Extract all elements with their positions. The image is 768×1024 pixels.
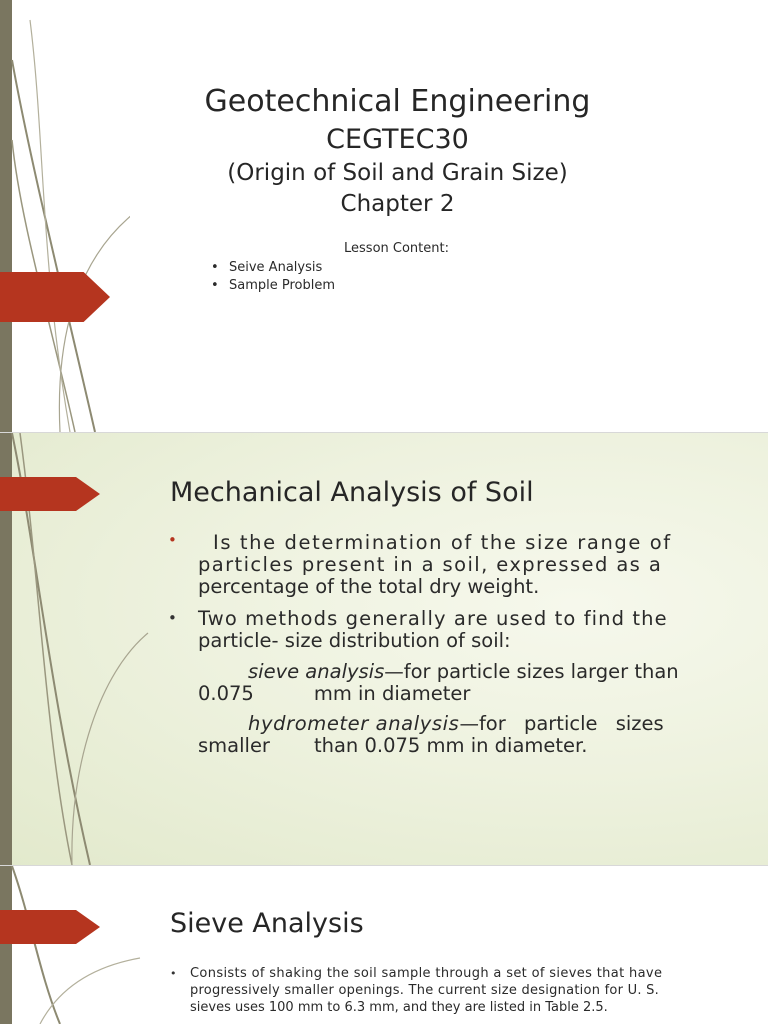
- method-hydrometer: hydrometer analysis—for particle sizes: [248, 712, 664, 735]
- lesson-content-heading: Lesson Content:: [344, 241, 449, 256]
- paragraph-line: sieves uses 100 mm to 6.3 mm, and they are listed in Table 2.5.: [190, 1000, 608, 1015]
- lesson-item: • Seive Analysis: [211, 260, 323, 275]
- slide-1: [0, 0, 768, 432]
- paragraph-line: Two methods generally are used to find the: [198, 607, 668, 630]
- paragraph-line: particle- size distribution of soil:: [198, 629, 511, 652]
- method-sieve: sieve analysis—for particle sizes larger than: [248, 660, 679, 683]
- method-sieve-cont: 0.075 mm in diameter: [198, 682, 471, 705]
- bullet-marker: •: [168, 531, 177, 549]
- slide-2: [0, 433, 768, 865]
- paragraph-line: particles present in a soil, expressed as a: [198, 553, 663, 576]
- slide-title: Mechanical Analysis of Soil: [170, 477, 534, 508]
- vine-decoration: [0, 866, 150, 1024]
- chapter-label: Chapter 2: [340, 191, 455, 217]
- method-hydrometer-cont: smaller than 0.075 mm in diameter.: [198, 734, 588, 757]
- presentation-title: Geotechnical Engineering: [204, 84, 591, 119]
- bullet-marker: •: [168, 609, 177, 627]
- bullet-marker: •: [170, 967, 177, 980]
- slide-title: Sieve Analysis: [170, 908, 364, 939]
- paragraph-line: progressively smaller openings. The current size designation for U. S.: [190, 983, 660, 998]
- paragraph-line: Is the determination of the size range of: [213, 531, 672, 554]
- paragraph-line: Consists of shaking the soil sample through a set of sieves that have: [190, 966, 663, 981]
- course-code: CEGTEC30: [326, 124, 469, 155]
- subtitle: (Origin of Soil and Grain Size): [227, 160, 568, 186]
- lesson-item: • Sample Problem: [211, 278, 336, 293]
- slide-3: [0, 866, 768, 1024]
- paragraph-line: percentage of the total dry weight.: [198, 575, 540, 598]
